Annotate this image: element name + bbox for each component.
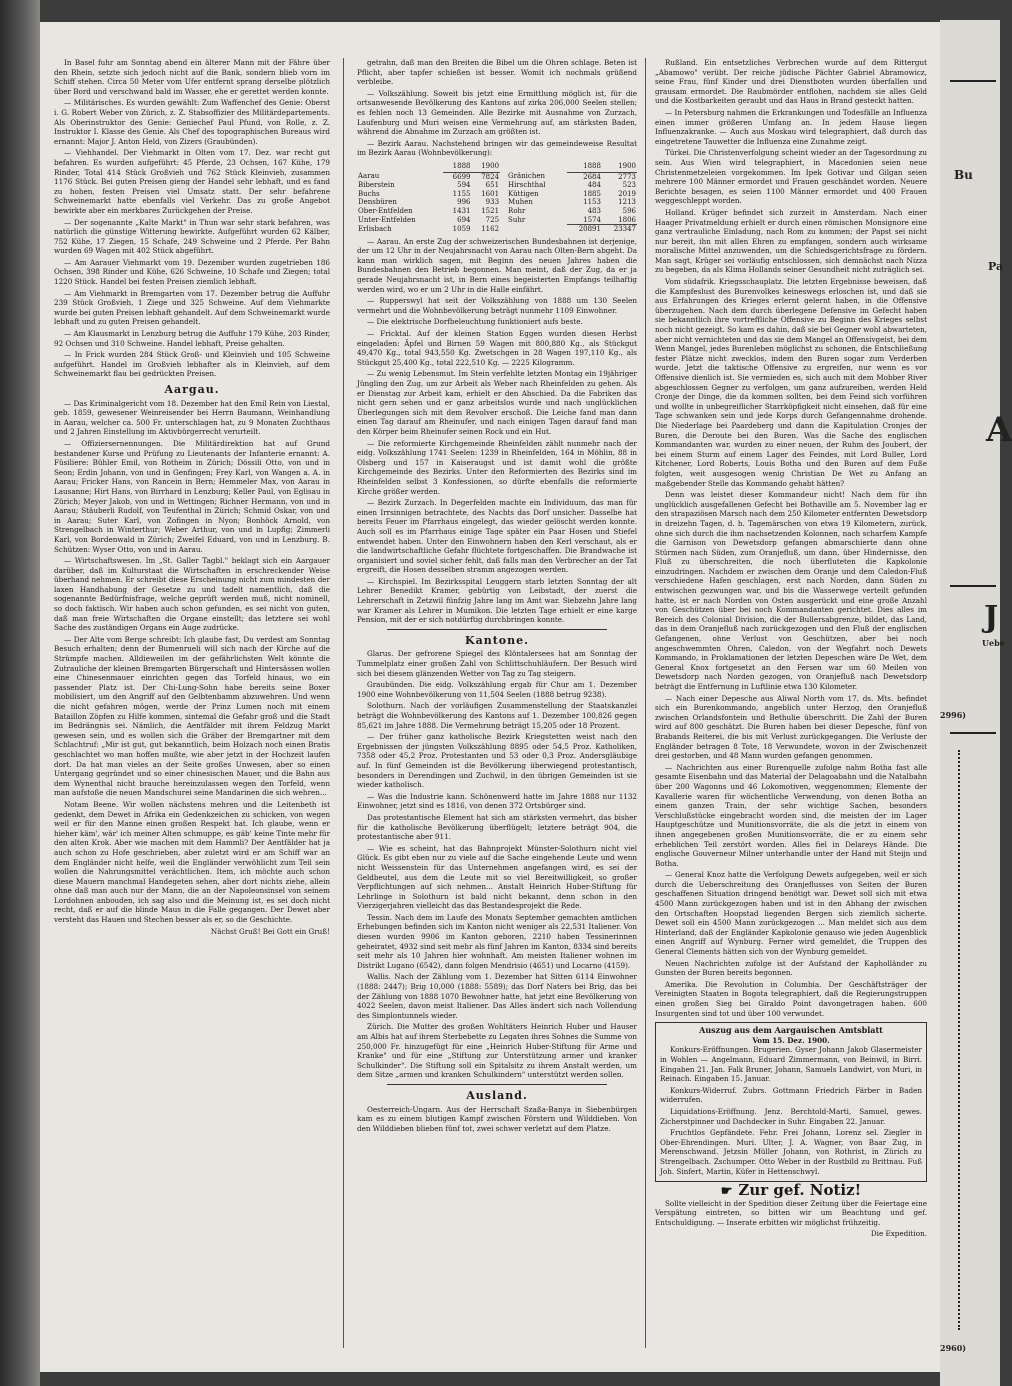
table-row [357,190,637,199]
article-kriminalgericht: — Das Kriminalgericht vom 18. Dezember hat den Emil Rein von Liestal, geb. 1859, gewesener Weinreisender bei Herrn Baumann, Weinhandlung in Aarau, welcher ca. 500 Fr. unterschlagen hat, zu 9 Monaten Zuchthaus und 2 Jahren Einstellung im Aktivbürgerrecht verurteilt. [54,398,330,437]
column-middle [357,58,637,1348]
article-kalter-markt: — Der sogenannte „Kalte Markt" in Thun war sehr stark befahren, was natürlich die günstige Witterung bewirkte. Aufgeführt wurden 62 Kälber, 752 Kühe, 17 Ziegen, 15 Schafe, 249 Schweine und 2 Pferde. Per Bahn wurden 69 Wagen mit 402 Stück abgeführt. [54,217,330,256]
adjacent-fragment: Uebe [982,638,1005,648]
article-rupperswyl: — Rupperswyl hat seit der Volkszählung von 1888 um 130 Seelen vermehrt und die Wohnbevölkerung beträgt nunmehr 1109 Einwohner. [357,296,637,315]
article-aliwal-north: — Nach einer Depesche aus Aliwal North vom 17. ds. Mts. befindet sich ein Burenkommando, angeblich unter Herzog, den Oranjefluß zwischen Orlandsfontein und Bethulie überschritt. Die Zahl der Buren wird auf 800 geschätzt. Die Buren haben bei dieser Depesche, fünf von Brabands Reiterei, die bis mit Verlust zurückgegangen. Die Verluste der Engländer betragen 8 Tote, 18 Verwundete, wovon in der Zwischenzeit drei gestorben, und 48 Mann wurden gefangen genommen. [655,693,927,761]
article-kirchgemeinde: — Die reformierte Kirchgemeinde Rheinfelden zählt nunmehr nach der eidg. Volkszählung 1741 Seelen: 1239 in Rheinfelden, 164 in Möhlin, 88 in Olsberg und 157 in Kaiseraugst und ist damit wohl die größte Kirchgemeinde des Bezirks. Unter den Reformierten des Bezirks sind im Rheinfelden selbst 3 Konfessionen, so dürfte ebenfalls die reformierte Kirche größer werden. [357,438,637,496]
table-cell [500,225,567,234]
notice-text: Sollte vielleicht in der Spedition dieser Zeitung über die Feiertage eine Verspätung eintreten, so bitten wir um Beachtung und gef. Entschuldigung. — Inserate erbitten wir möglichst frühzeitig. [655,1198,927,1227]
table-row [357,181,637,190]
table-cell: Suhr [508,215,526,224]
table-cell: 2019 [618,189,636,198]
table-row [357,216,637,225]
article-alte-vom-berge: — Der Alte vom Berge schreibt: Ich glaube fast, Du verdest am Sonntag Besuch erhalten; denn der Bumenrueli will sich nach der Kirche auf die Strümpfe machen. Alldieweilen im der gefährlichsten Welt könnte die Zutrauliche der kleinen Bremgarten Bürgerschaft und Hintersässen wollen eine Chinesenmauer einrichten gegen das Torfeld hinaus, wo ein passender Platz ist. Der Chi-Lung-Sohn habe bereits seine Boxer mobilisiert, um den Angriff auf den Gelbtenbamm abzuwehren. Und wenn die nicht gefahren mögen, werde der Prinz Lumen noch mit einem Bataillon Zöpfen zu Hilfe kommen, sintemal die Gefahr groß und die Stadt im Bedrängnis sei. Nämlich, die Aentfälder mit ihrem Feldzug Markt gewesen sein, und es wollen sich die Gräber der Bremgartner mit dem Schlachtruf: „Mir ist gut, gut bekanntlich, beim Holzach noch einen Bratis geschlachtet wo man hoffen mußte, wie aber jetzt in der Hochzeit laufen dort. Da hat man vieles an der Seite großes Unwesen, aber so einen Untergang gegründet und so einer chinesischen Mauer, und die Bahn aus dem Wynenthal nicht brauche hereinzulassen wegen den Torfeld, wenn man aufstoße die neuen Mandschurei seine Mandarinen die sich wehren... [54,634,330,798]
article-kapholländer: Neuen Nachrichten zufolge ist der Aufstand der Kapholländer zu Gunsten der Buren bereits begonnen. [655,958,927,978]
pointing-hand-icon: ☛ [720,1184,733,1200]
table-cell: 1431 [452,206,471,215]
notice-title: Zur gef. Notiz! [738,1181,862,1200]
table-cell: Densbüren [358,198,397,207]
table-cell: Biberstein [358,181,395,190]
table-row [357,207,637,216]
table-cell: 651 [485,181,500,190]
section-heading-kantone: Kantone. [465,633,529,647]
table-cell: 596 [622,206,636,215]
table-cell: Buchs [358,189,380,198]
article-graubuenden: Graubünden. Die eidg. Volkszählung ergab für Chur am 1. Dezember 1900 eine Wohnbevölkerung von 11,504 Seelen (1888 betrug 9238). [357,680,637,699]
article-general-knox: — General Knoz hatte die Verfolgung Dewets aufgegeben, weil er sich durch die Ueberschreitung des Oranjeflusses von Seiten der Buren geschaffenen Situation dringend benötigt war. Dewet soll sich mit etwa 4500 Mann zurückgezogen haben und ist in den Abhang der zwischen den Ortschaften Hoopstad liegenden Bergen sich ziemlich sicherte. Dewet soll ein 4500 Mann zurückgezogen ... Man meldet sich aus dem Hinterland, daß der Engländer Kapkolonie genauso wie jeden Augenblick einen Angriff auf Wynburg. Ferner wird gemeldet, die Truppen des General Clements hätten sich von der Wynburg gemeldet. [655,870,927,957]
article-kriegsschauplatz: Vom südafrik. Kriegsschauplatz. Die letzten Ergebnisse beweisen, daß die Kampfeslust des Burenvolkes keineswegs erloschen ist, und daß sie aus Erfahrungen des Krieges erlernt gelernt haben, in die Offensive überzugehen. Nach dem durch überlegene Defensive im Gefecht haben sie bekanntlich ihre vortreffliche Offensive zu Beginn des Krieges selbst noch nicht gezeigt. So kam es dahin, daß sie bei Gegner wohl abwarteten, aber nicht vernichteten und das sie dem Mangel an Offensivgeist, bei dem Wenn Mangel, jedes Burenleben möglichst zu schonen, die Entschließung fester Plätze nicht zwecklos, indem den Buren sogar zum Verderben wurde. Jetzt die taktische Offensive zu ergreifen, nur wenn es vor Offensive dienlich ist. Sie vermieden es, sich auch mit dem Mobber River abgeschlossen Gegner zu verfolgen, um ganz aufzureiben, werden Held Cronje der Dinge, die da kommen sollten, bei dem Feind sich vorführen und wollte in unbegreiflicher Starrköpfigkeit nicht einsehen, daß für eine Tage schwanken sein und jede Korps durch Gefangennahme drohende. Die Niederlage bei Paardeberg und dann die Kapitulation Cronjes der Buren, die Deroute bei den Buren. Was die Sache des englischen Kommandanten war, wurden zu einer neuen, der Ruhm des Joubert, der bei einem Sturm auf einem Lager des Feindes, mit Lord Buller, Lord Kitchener, Lord Roberts, Louis Botha und den Buren auf dem Fuße folgten, weit ausgesogen wenig Christian De Wet zu Anfang an maßgebender Stelle das Kommando gehabt hätten? [655,277,927,488]
table-cell: 1574 [583,215,601,224]
article-lebensmut: — Zu wenig Lebensmut. Im Stein verfehlte letzten Montag ein 19jähriger Jüngling den Zug, um zur Arbeit als Weber nach Rheinfelden zu gehen. Als er Dienstag zur Arbeit kam, erhielt er den Abschied. Da die Fabriken das nicht gern sehen und er ganz arbeitslos wurde und nach unglücklichen Überlegungen sich mit dem Revolver erschoß. Die Leiche fand man dann einen Tag darauf am Rheinufer, und nach einigen Tagen darauf fand man den Körper beim Rheinufer seinen Rock und ein Hut. [357,369,637,436]
table-cell: Hirschthal [508,181,546,190]
article-viehhandel: — Viehhandel. Der Viehmarkt in Olten vom 17. Dez. war recht gut befahren. Es wurden aufgeführt: 45 Pferde, 23 Ochsen, 167 Kühe, 179 Rinder, Total 414 Stück Großvieh und 762 Stück Kleinvieh, zusammen 1176 Stück. Bei guten Preisen gieng der Handel sehr lebhaft, und es fand zu hohen, festen Preisen viel Umsatz statt. Der sehr befahrene Schweinemarkt hatte ebenfalls viel Verkehr. Das zu große Angebot bewirkte aber ein merkbares Zurückgehen der Preise. [54,148,330,215]
article-volkszaehlung: — Volkszählung. Soweit bis jetzt eine Ermittlung möglich ist, für die ortsanwesende Bevölkerung des Kantons auf zirka 206,000 Seelen stellen; es fehlen noch 13 Gemeinden. Alle Bezirke mit Ausnahme von Zurzach, Laufenburg und Muri weisen eine Vermehrung auf, am stärksten Baden, während die Abnahme im Zurzach am größten ist. [357,88,637,137]
table-cell: 694 [457,215,471,224]
table-cell: 1806 [618,215,636,224]
table-cell: 1059 [452,224,471,233]
table-cell: 484 [587,181,601,190]
article-bahnprojekt: — Wie es scheint, hat das Bahnprojekt Münster-Solothurn nicht viel Glück. Es gibt eben nur zu viele auf die Sache eingehende Leute und wenn nicht Weissenstein für das Unternehmen angefangen wird, es sei der Geldbeutel, aus dem die Leute mit so viel Bereitwilligkeit, so großer Verpflichtungen auf sich nehmen... Anstalt Heinrich Huber-Stiftung für Lehrlinge in Solothurn ist bald nicht bekannt, denn schon in den Vierzigerjahren vielleicht das das Bestandesprojekt die Rede. [357,843,637,911]
table-cell: Rohr [508,206,526,215]
article-closing: Nächst Gruß! Bei Gott ein Gruß! [210,926,330,936]
article-tessin: Tessin. Nach dem im Laufe des Monats September gemachten amtlichen Erhebungen befinden sich im Kanton nicht weniger als 22,531 Italiener. Von diesen wurden 9906 im Kanton geboren, 2210 haben Tessinerinnen geheiratet, 4932 sind seit mehr als fünf Jahren im Kanton, 8334 sind bereits seit mehr als 10 Jahren hier wohnhaft. Am meisten Italiener wohnen im Distrikt Lugano (6542), dann folgen Mendrisio (4651) und Locarno (4159). [357,912,637,970]
table-cell: 594 [457,181,471,190]
amtsblatt-date: Vom 15. Dez. 1900. [752,1035,830,1045]
table-cell: 523 [622,181,636,190]
table-cell: 2684 [583,172,601,181]
article-russland: Rußland. Ein entsetzliches Verbrechen wurde auf dem Rittergut „Abamowo" verübt. Der reiche jüdische Pächter Gabriel Abramowicz, seine Frau, fünf Kinder und drei Dienstboten wurden überfallen und grausam ermordet. Die Raubmörder entflohen, nachdem sie alles Geld und die Kostbarkeiten geraubt und das Haus in Brand gesteckt hatten. [655,58,927,106]
article-protestantisch: Das protestantische Element hat sich am stärksten vermehrt, das bisher für die katholische Bevölkerung überflügelt; letztere beträgt 904, die protestantische aber 911. [357,812,637,842]
article-kriegstetten: — Der früher ganz katholische Bezirk Kriegstetten weist nach den Ergebnissen der jüngsten Volkszählung 8895 oder 54,5 Proz. Katholiken, 7358 oder 45,2 Proz. Protestanten und 53 oder 0,3 Proz. Andersgläubige auf. In fünf Gemeinden ist die Bevölkerung überwiegend protestantisch, besonders in Derendingen und Zuchwil, in den übrigen Gemeinden ist sie wieder katholisch. [357,732,637,790]
table-cell: 1155 [452,189,471,198]
table-cell: Muhen [508,198,533,207]
table-cell: 1521 [481,206,500,215]
column-rule [343,58,344,1348]
article-dewet: Denn was leistet dieser Kommandeur nicht! Nach dem für ihn unglücklich ausgefallenen Gefecht bei Bothaville am 5. November lag er den strapaziösen Marsch nach dem 250 Kilometer entfernten Dewetsdorp in dreizehn Tagen, d. h. Tagemärschen von etwa 19 Kilometern, zurück, ohne sich durch die ihm nachsetzenden Kolonnen, nach scharfem Kampfe die Garnison von Dewetsdorp gefangen abmarschierte dann ohne Stürmen nach Süden, zum Oranjefluß, um dann, über Hindernisse, den Fluß zu überschreiten, die noch überfluteten die Kapkolonie einzudringen. Nachdem er zwischen dem Oranje und dem Caledon-Fluß verschiedene Hafen geschlagen, erst nach Norden, dann Süden zu entwischen gezwungen war, und bis die Wasserwege verteilt gefunden hatte, ist er nach Norden von Osten ausgerückt und eine große Anzahl von Geschützen über bei noch Kommandanten gerichtet. Dies alles im Bereich des Colonial Division, die der Bullersabgrenze, bildet, das Land, das in dem Oranjefluß nach zurückgezogen und den Fluß der englischen Gefangenen, ohne Verlust von Geschützen, aber bei noch angeschwemmten Ohren, Caledon, von der Wegfahrt noch Dewets Kommando, in Proklamationen der letzten Depeschen wäre De Wet, dem General Knox fortgesetzt an den Fersen war um 60 Meilen von Dewetsdorp nach Norden gezogen, von Oranjefluß nach Dewetsdorp beträgt die Entfernung in Luftlinie etwa 130 Kilometer. [655,490,927,691]
article-offiziersernennungen: — Offiziersernennungen. Die Militärdirektion hat auf Grund bestandener Kurse und Prüfung zu Lieutenants der Infanterie ernannt: A. Füsiliere: Bühler Emil, von Rotheim in Zürich; Dössili Otto, von und in Seon; Erdin Johann, von und in Genfingen; Frey Karl, von Wangen a. A. in Aarau; Fricker Hans, von Rancein in Bern; Hemmeler Max, von Aarau in Lausanne; Hirt Hans, von Birrhard in Lenzburg; Keller Paul, von Eglisau in Zürich; Meyer Jakob, von und in Wettingen; Richner Hermann, von und in Aarau; Stäuberli Rudolf, von Teufenthal in Zürich; Schmid Oskar, von und in Aarau; Suter Karl, von Zofingen in Nyon; Bonhöck Arnold, von Strengelbach in Winterthur; Weber Arthur, von und in Lupfig; Zimmerli Karl, von Bordenwald in Zürich; Zweifel Eduard, von und in Lenzburg. B. Schützen: Wyser Otto, von und in Aarau. [54,438,330,554]
article-tuerkei: Türkei. Die Christenverfolgung scheint wieder an der Tagesordnung zu sein. Aus Wien wird telegraphiert, in Macedonien seien neue Christenmetzeleien vorgekommen. Im Ipek Gotivar und Gilgan seien mehrere 100 Männer ermordet und Frauen geschändet worden. Neuere Berichte besagen, es seien 1100 Männer ermordet und 400 Frauen weggeschleppt worden. [655,148,927,206]
table-cell: 933 [485,198,500,207]
table-row [357,172,637,181]
table-row [357,198,637,207]
article-basel: In Basel fuhr am Sonntag abend ein älterer Mann mit der Fähre über den Rhein, setzte sich jedoch nicht auf die Bank, sondern blieb vorn im Schiff stehen. Circa 50 Meter vom Ufer entfernt sprang derselbe plötzlich über Bord und verschwand bald im Wasser, ehe er gerettet werden konnte. [54,58,330,96]
article-holland: Holland. Krüger befindet sich zurzeit in Amsterdam. Nach einer Haager Privatmeldung erhielt er durch einen römischen Monsignore eine ganz vertrauliche Einladung, nach Rom zu kommen; der Papst sei nicht nur bereit, ihn mit allen Ehren zu empfangen, sondern auch wirksame moralische Mittel anzuwenden, um die Schiedsgerichtsfrage zu fördern. Man sagt, Krüger sei vorläufig entschlossen, sich demnächst nach Nizza zu begeben, da als Klima Hollands seiner Gesundheit nicht zuträglich sei. [655,207,927,275]
table-cell: Gränichen [508,172,545,181]
section-heading-ausland: Ausland. [466,1088,528,1102]
adjacent-fragment: 2960) [940,1343,967,1353]
table-cell: 1213 [618,198,636,207]
article-bezirk-aarau: — Bezirk Aarau. Nachstehend bringen wir das gemeindeweise Resultat im Bezirk Aarau (Wohnbevölkerung): [357,138,637,158]
ornament-rule [950,732,996,734]
amtsblatt-entry: Konkurs-Eröffnungen. Brugerien. Gyser Johann Jakob Glasermeister in Wohlen — Angelmann, Eduard Zimmermann, von Beinwil, in Birri. Eingaben 21. Jan. Falk Bruner, Johann, Samuels Landwirt, von Muri, in Reinach. Eingaben 15. Januar. [660,1045,922,1084]
article-dorfbeleuchtung: — Die elektrische Dorfbeleuchtung funktioniert aufs beste. [367,317,583,327]
table-cell: Aarau [358,172,380,181]
column-left [54,58,330,1348]
article-oesterreich: Oesterreich-Ungarn. Aus der Herrschaft Szaßa-Banya in Siebenbürgen kam es zu einem blutigen Kampf zwischen Förstern und Wilddieben. Von den Wilddieben blieben fünf tot, zwei schwer verletzt auf dem Platze. [357,1104,637,1133]
adjacent-fragment: 2996) [940,710,967,720]
article-industrie: — Was die Industrie kann. Schönenwerd hatte im Jahre 1888 nur 1132 Einwohner, jetzt sind es 1816, von denen 372 Ortsbürger sind. [357,791,637,811]
article-wallis: Wallis. Nach der Zählung vom 1. Dezember hat Sitten 6114 Einwohner (1888: 2447); Brig 10,000 (1888: 5589); das Dorf Naters bei Brig, das bei der Zählung von 1888 1070 Bewohner hatte, hat jetzt eine Bevölkerung von 4022 Seelen, davon meist Italiener. Das Alles ändert sich nach Vollendung des Simplontunnels wieder. [357,972,637,1020]
article-militaerisches: — Militärisches. Es wurden gewählt: Zum Waffenchef des Genie: Oberst i. G. Robert Weber von Zürich, z. Z. Stabsoffizier des Militärdepartements. Als Oberinstruktor des Genie: Geniechef Paul Pfund, von Rolle, z. Z. Instruktor I. Klasse des Genie. Als Chef des topographischen Bureaus wird ernannt: Major J. Anton Held, von Zizers (Graubünden). [54,98,330,146]
table-cell: Ober-Entfelden [358,206,413,215]
article-amerika: Amerika. Die Revolution in Columbia. Der Geschäftsträger der Vereinigten Staaten in Bogota telegraphiert, daß die Regierungstruppen einen großen Sieg bei Giraldo Point davongetragen haben. 600 Insurgenten sind tot und über 100 verwundet. [655,979,927,1018]
amtsblatt-entry: Fruchtlos Gepfändete. Fehr. Frei Johann, Lorenz sel. Ziegler in Ober-Ehrendingen. Muri. Ulter, J. A. Wagner, von Baar Zug, in Merenschwand. Jetzsin Müller Johann, von Rothrist, in Zürich zu Strengelbach. Zschumper. Otto Weber in der Rustbild zu Brittnau. Fuß Joh. Sinfert, Martin, Küfer in Hettenschwyl. [660,1128,922,1176]
table-cell: 2773 [618,172,636,181]
article-continued: getrahn, daß man den Breiten die Bibel um die Ohren schlage. Beten ist Pflicht, aber tapfer schießen ist besser. Womit ich nochmals grüßend verbleibe. [357,58,637,87]
article-lenzburg: — Am Klausmarkt in Lenzburg betrug die Auffuhr 179 Kühe, 203 Rinder, 92 Ochsen und 310 Schweine. Handel lebhaft, Preise gehalten. [54,329,330,348]
table-cell: 6699 [452,172,471,181]
article-frick: — In Frick wurden 284 Stück Groß- und Kleinvieh und 105 Schweine aufgeführt. Handel im Großvieh lebhafter als in Kleinvieh, auf dem Schweinemarkt flau bei gedrückten Preisen. [54,350,330,379]
population-table-header [357,161,637,172]
article-zuerich: Zürich. Die Mutter des großen Wohltäters Heinrich Huber und Hauser am Albis hat auf ihrem Sterbebette zu Legaten ihres Sohnes die Summe von 250,000 Fr. hinzugefügt für eine „Heinrich Huber-Stiftung für Arme und Kranke" und für eine „Stiftung zur Unterstützung armer und kranker Schulkinder". Die Stiftung soll ein Spitalsitz zu ihrem Anstalt werden, um dem Sitze „armen und kranken Schulkindern" unterstützt werden sollen. [357,1022,637,1080]
year-header: 1900 [471,161,500,172]
table-total: 23347 [602,225,637,234]
amtsblatt-box [655,1022,927,1182]
table-total: 20891 [567,225,602,234]
adjacent-page-strip [940,20,1012,1386]
table-cell: 483 [587,206,601,215]
notice-signature: Die Expedition. [870,1229,927,1239]
article-bremgarten: — Am Viehmarkt in Bremgarten vom 17. Dezember betrug die Auffuhr 239 Stück Großvieh, 1 Ziege und 325 Schweine. Auf dem Viehmarkte wurde bei guten Preisen lebhaft gehandelt. Auf dem Schweinemarkt wurde lebhaft und zu guten Preisen gehandelt. [54,288,330,327]
year-header: 1900 [602,161,637,172]
table-cell: 1153 [583,198,601,207]
article-bezirk-zurzach: — Bezirk Zurzach. In Degerfelden machte ein Individuum, das man für einen Irrsinnigen betrachtete, des Nachts das Dorf unsicher. Dasselbe hat bereits Feuer im Pfarrhaus eingelegt, das wieder gelöscht werden konnte. Auch soll es im Pfarrhaus einige Tage später ein Paar Hosen und Stiefel entwendet haben. Unter den Einwohnern haben den Kerl verschaut, als er die landwirtschaftliche Gefahr flüchtete fortgeschaffen. Die Brandwache ist organisiert und soviel sicher fehlt, daß falls man den Verbrecher an der Tat ergreift, die Hosen desselben stramm angezogen werden. [357,498,637,575]
article-aarau-zug: — Aarau. An erste Zug der schweizerischen Bundesbahnen ist derjenige, der um 12 Uhr in der Neujahrsnacht von Aarau nach Olten-Bern abgeht. Da kann man wirklich sagen, mit Beginn des neuen Jahres haben die Bundesbahnen den Betrieb begonnen. Man meint, daß der Zug, da er ja gerade Neujahrsnacht ist, in Bern eines begeisterten Empfangs teilhaftig werden wird, wo er um 2 Uhr in die Halle einfährt. [357,236,637,294]
ornament-border [958,750,966,1330]
table-row [357,225,637,234]
table-cell: 996 [457,198,471,207]
page-binding-shadow [0,0,40,1386]
article-wirtschaftswesen: — Wirtschaftswesen. Im „St. Galler Tagbl." beklagt sich ein Aargauer darüber, daß im Kulturstaat die Wirtschaften in erschreckender Weise überhand nehmen. Er schreibt diese Erscheinung nicht zum mindesten der laxen Handhabung der Gesetze zu und tadelt namentlich, daß die sogenannte Bedürfnisfrage, welche geprüft werden muß, nicht nominell, so doch faktisch. Wir haben auch schon gefunden, es sei nicht von guten, daß man freie Wirtschaften die Organe einstellt; das letztere sei wohl Sache des zuständigen Organs ein Auge zudrücke. [54,556,330,633]
table-cell: 1162 [481,224,500,233]
article-notam-beene: Notam Beene. Wir wollen nächstens mehren und die Leitenbeth ist gedenkt, dem Dewet in Afrika ein Gedenkzeichen zu schicken, von wegen weil er für den Manne einen großen Respekt hat. Ich glaube, wenn er hieher käm', wär' ich meiner Alten schmuppe, es gäb' keine Tinte mehr für den alten Krok. Aber wie machen mit dem Hammli? Der Aentfälder hat ja auch schon zu Hofe geschrieben, aber zuletzt wird er am Schiff war an dem Engländer nicht helfe, weil die Engländer verwöhlicht zum Teil sein wollen die Nahrungsmittel verächtlichen. Item, ich möchte auch schon diese Mauern manchmal Handegeten sehen, aber dort nichts ziehe, allein ohne daß man auch nur der Mann, die an der Napoleonsinsel von seinem Lordohnen anbouden, ich sag also und die Meinung ist, es sei doch nicht recht, daß er auf die blinde Maus in die Falle gegangen. Der Dewet aber versteht das Hauen und Stechen besser als er, so die Geschichte. [54,799,330,925]
table-cell: Unter-Entfelden [358,215,416,224]
article-kirchspiel: — Kirchspiel. Im Bezirksspital Leuggern starb letzten Sonntag der alt Lehrer Benedikt Kramer, gebürtig von Leibstadt, der zuerst die Lehrerschaft in Zetzwil fünfzig Jahre lang im Amt war. Siebzehn Jahre lang war Kramer als Lehrer in Mumikon. Die letzten Tage erhielt er eine karge Pension, mit der er sich notdürftig durchbringen konnte. [357,576,637,625]
adjacent-fragment: J [984,600,999,635]
divider [387,1084,607,1085]
article-petersburg: — In Petersburg nahmen die Erkrankungen und Todesfälle an Influenza einen immer größeren Umfang an. In jedem Hause liegen Influenzakranke. — Auch aus Moskau wird telegraphiert, daß durch das eingetretene Tauwetter die Influenza eine Zunahme zeigt. [655,107,927,146]
table-cell: 1601 [481,189,500,198]
ornament-rule [950,585,996,587]
article-glarus: Glarus. Der gefrorene Spiegel des Klöntalersees hat am Sonntag der Tummelplatz einer großen Zahl von Schlittschuhläufern. Der Besuch wird sich bei diesem glänzenden Wetter von Tag zu Tag steigern. [357,649,637,678]
table-cell: 1885 [583,189,601,198]
column-right [655,58,927,1348]
divider [387,629,607,630]
article-burenquelle: — Nachrichten aus einer Burenquelle zufolge nahm Botha fast alle gesamte Eisenbahn und das Material der Delagoabahn und die Natalbahn über 200 Wagonns und 46 Lokomotiven, weggenommen; Elemente der Kavallerie waren für wöchentliche Verwendung, von denen Botha an einem ganzen Train, der sehr wichtige Sachen, besonders Verschlußstücke eingebracht worden sind, die meisten der im Lager Hauptgeschütze und Munitionsvorräte, die als die jetzt in einem von ihnen angegebenen großen Munitionsvorräte, die er zu einem sehr erheblichen Teil zerstört worden. Alles fiel in Delareys Hände. Die englische Gouverneur Milner unterhandle unter der Hand mit Steijn und Botha. [655,762,927,868]
adjacent-fragment: Bu [954,168,973,182]
ornament-rule [950,80,996,82]
amtsblatt-title: Auszug aus dem Aargauischen Amtsblatt [699,1025,883,1036]
article-solothurn: Solothurn. Nach der vorläufigen Zusammenstellung der Staatskanzlei beträgt die Wohnbevölkerung des Kantons auf 1. Dezember 100,826 gegen 85,621 im Jahre 1888. Die Vermehrung beträgt 15,205 oder 18 Prozent. [357,701,637,730]
table-cell: 7824 [481,172,500,181]
amtsblatt-entry: Liquidations-Eröffnung. Jenz. Berchtold-Marti, Samuel, gewes. Zicherstpinner und Dachdecker in Suhr. Eingaben 22. Januar. [660,1106,922,1126]
adjacent-fragment: Pa [988,260,1004,273]
year-header: 1888 [443,161,472,172]
amtsblatt-entry: Konkurs-Widerruf. Zubrs. Gottmann Friedrich Färber in Baden widerrufen. [660,1085,922,1105]
section-heading-aargau: Aargau. [164,383,220,396]
year-header: 1888 [567,161,602,172]
adjacent-fragment: A [986,410,1012,450]
article-aarauer-viehmarkt: — Am Aarauer Viehmarkt vom 19. Dezember wurden zugetrieben 186 Ochsen, 398 Rinder und Kühe, 626 Schweine, 10 Schafe und Ziegen; total 1220 Stück. Handel bei festen Preisen ziemlich lebhaft. [54,257,330,287]
column-rule [645,58,646,1348]
table-cell: 725 [485,215,500,224]
notice-heading [655,1181,927,1200]
table-cell: Küttigen [508,189,539,198]
table-cell: Erlisbach [358,224,392,233]
population-table [357,161,637,234]
article-fricktal: — Fricktal. Auf der kleinen Station Eggen wurden diesen Herbst eingeladen: Äpfel und Birnen 59 Wagen mit 800,880 Kg., als Stückgut 49,470 Kg., total 943,550 Kg. Zwetschgen in 28 Wagen 197,110 Kg., als Stückgut 25,400 Kg., total 222,510 Kg. — 2225 Kilogramm. [357,329,637,367]
